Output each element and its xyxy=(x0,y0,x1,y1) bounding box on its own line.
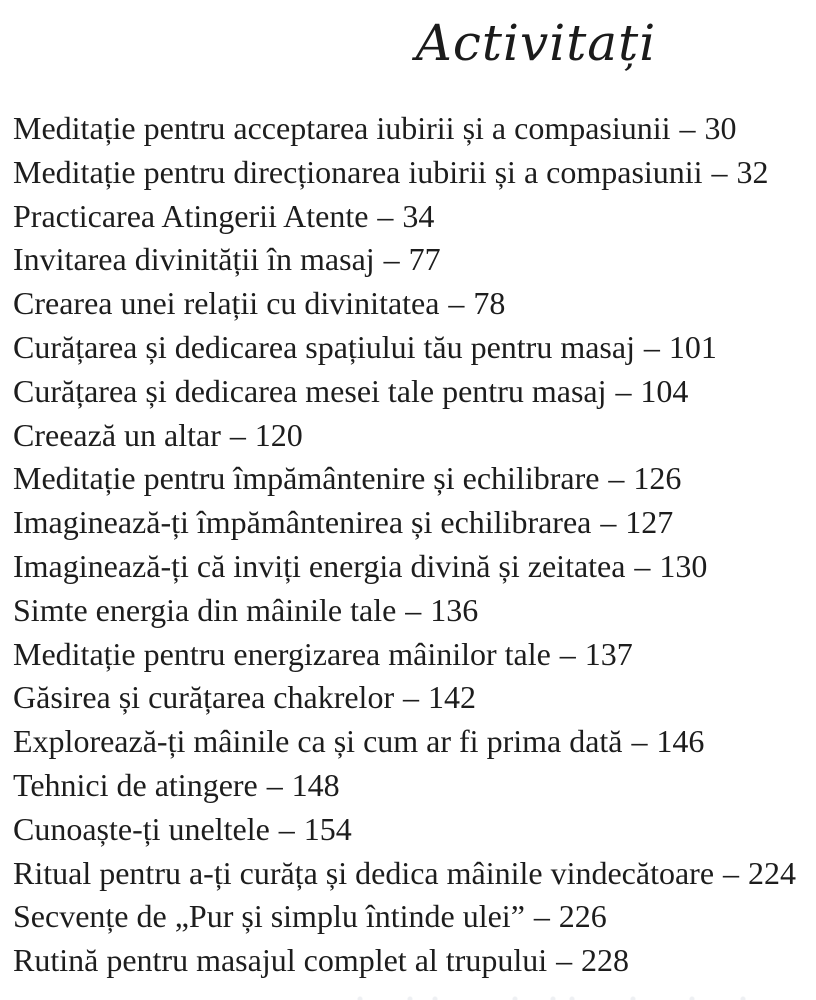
toc-item xyxy=(13,633,806,677)
toc-item-label: Meditație pentru direcționarea iubirii și a compasiunii xyxy=(13,153,703,190)
toc-item-separator: – xyxy=(722,854,739,891)
toc-item-page: 136 xyxy=(430,591,479,628)
toc-item-label: Meditație pentru energizarea mâinilor tale xyxy=(13,635,551,672)
toc-item xyxy=(13,238,806,282)
toc-item-label: Creează un altar xyxy=(13,416,221,453)
toc-item-separator: – xyxy=(229,416,246,453)
toc-item-page: 77 xyxy=(408,241,441,278)
toc-list xyxy=(0,76,816,983)
toc-item-label: Invitarea divinității în masaj xyxy=(13,241,375,278)
toc-item-separator: – xyxy=(679,110,696,146)
toc-item-label: Explorează-ți mâinile ca și cum ar fi prima dată xyxy=(13,723,623,760)
toc-item-page: 130 xyxy=(659,547,708,584)
toc-item-page: 127 xyxy=(625,504,674,541)
toc-item-label: Simte energia din mâinile tale xyxy=(13,591,397,628)
toc-item-separator: – xyxy=(615,372,632,409)
toc-item xyxy=(13,589,806,633)
toc-item-page: 137 xyxy=(584,635,633,672)
toc-item xyxy=(13,764,806,808)
toc-item-separator: – xyxy=(600,504,617,541)
toc-item-label: Secvențe de „Pur și simplu întinde ulei” xyxy=(13,898,525,935)
toc-item xyxy=(13,852,806,896)
toc-item-label: Rutină pentru masajul complet al trupului xyxy=(13,942,548,979)
toc-item-separator: – xyxy=(448,285,465,322)
toc-item-page: 34 xyxy=(402,197,435,234)
toc-item-page: 148 xyxy=(291,766,340,803)
toc-item xyxy=(13,457,806,501)
toc-item xyxy=(13,808,806,852)
toc-item-label: Crearea unei relații cu divinitatea xyxy=(13,285,440,322)
toc-item xyxy=(13,676,806,720)
toc-item-separator: – xyxy=(377,197,394,234)
toc-item-page: 154 xyxy=(303,810,352,847)
toc-item-page: 32 xyxy=(736,153,769,190)
toc-item-page: 126 xyxy=(633,460,682,497)
toc-item-page: 78 xyxy=(473,285,506,322)
toc-item-label: Imaginează-ți împământenirea și echilibrarea xyxy=(13,504,592,541)
toc-item-page: 142 xyxy=(428,679,476,716)
toc-item xyxy=(13,282,806,326)
toc-item xyxy=(13,545,806,589)
toc-item-label: Practicarea Atingerii Atente xyxy=(13,197,369,234)
toc-item-separator: – xyxy=(405,591,422,628)
toc-item xyxy=(13,939,806,983)
toc-item-separator: – xyxy=(556,942,573,979)
toc-item-page: 228 xyxy=(581,942,630,979)
toc-item-page: 146 xyxy=(656,723,705,760)
toc-item-label: Tehnici de atingere xyxy=(13,766,258,803)
toc-item xyxy=(13,720,806,764)
toc-item-page: 101 xyxy=(668,328,717,365)
toc-item-page: 120 xyxy=(254,416,303,453)
toc-item xyxy=(13,501,806,545)
toc-item xyxy=(13,151,806,195)
cropped-next-line xyxy=(0,994,816,1000)
toc-item-label: Cunoaște-ți uneltele xyxy=(13,810,270,847)
toc-item-separator: – xyxy=(608,460,625,497)
toc-item-label: Curățarea și dedicarea mesei tale pentru masaj xyxy=(13,372,607,409)
toc-item-label: Meditație pentru acceptarea iubirii și a compasiunii xyxy=(13,110,671,146)
toc-item xyxy=(13,895,806,939)
toc-item xyxy=(13,195,806,239)
toc-item-label: Ritual pentru a-ți curăța și dedica mâinile vindecătoare xyxy=(13,854,715,891)
toc-item-page: 224 xyxy=(747,854,796,891)
toc-item-separator: – xyxy=(559,635,576,672)
toc-item-separator: – xyxy=(643,328,660,365)
toc-item-label: Meditație pentru împământenire și echilibrare xyxy=(13,460,600,497)
toc-item-separator: – xyxy=(634,547,651,584)
toc-item-page: 226 xyxy=(558,898,607,935)
toc-item-separator: – xyxy=(631,723,648,760)
toc-item-separator: – xyxy=(266,766,283,803)
toc-item xyxy=(13,107,806,151)
toc-item-label: Curățarea și dedicarea spațiului tău pentru masaj xyxy=(13,328,635,365)
page-title: Activitați xyxy=(415,14,657,72)
toc-item-page: 30 xyxy=(704,110,737,146)
toc-item-separator: – xyxy=(711,153,728,190)
toc-item-page: 104 xyxy=(640,372,689,409)
toc-item-label: Găsirea și curățarea chakrelor xyxy=(13,679,395,716)
toc-item-separator: – xyxy=(533,898,550,935)
toc-item-separator: – xyxy=(383,241,400,278)
toc-item xyxy=(13,370,806,414)
toc-item-separator: – xyxy=(278,810,295,847)
toc-item xyxy=(13,326,806,370)
toc-item-label: Imaginează-ți că inviți energia divină și zeitatea xyxy=(13,547,626,584)
toc-item xyxy=(13,414,806,458)
toc-item-separator: – xyxy=(403,679,420,716)
